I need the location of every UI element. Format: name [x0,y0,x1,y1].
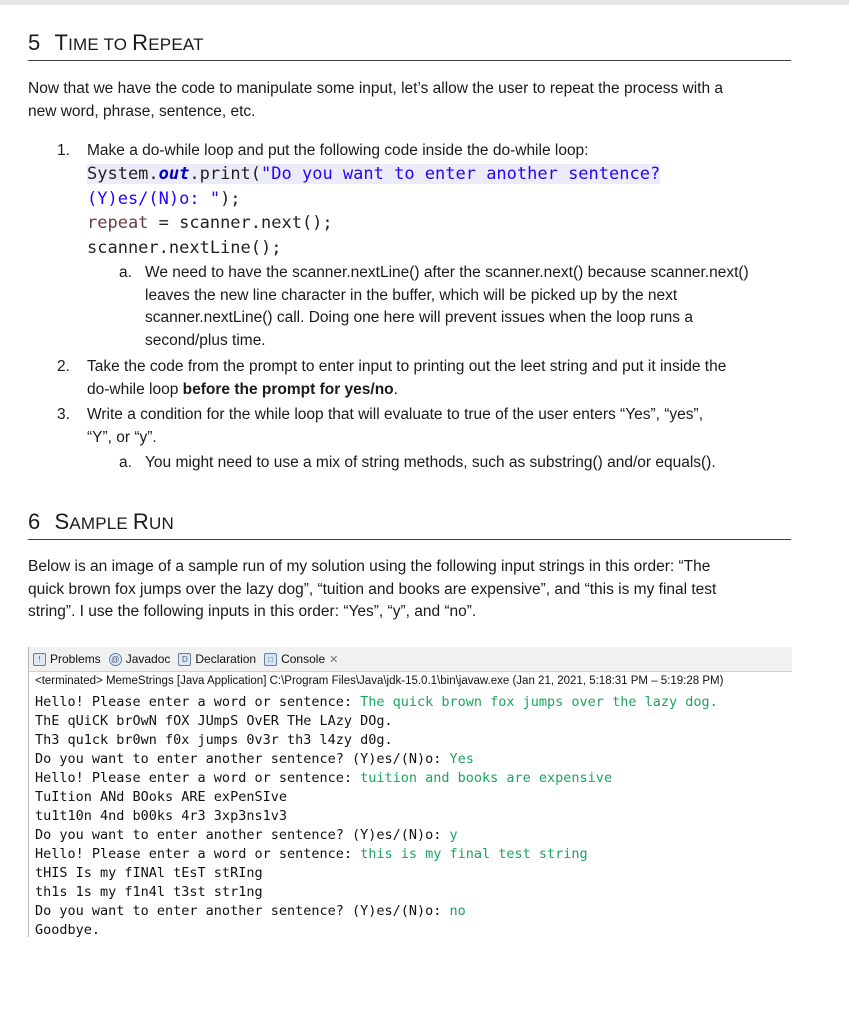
console-line [35,769,792,788]
code-line: (Y)es/(N)o: "); [87,188,241,209]
console-icon: □ [264,653,277,666]
code-line: scanner.nextLine(); [87,237,282,258]
console-line [35,788,792,807]
console-screenshot [28,647,792,937]
console-line [35,883,792,902]
tab-declaration[interactable]: D Declaration [178,652,256,666]
console-line [35,921,792,940]
console-output-text: Do you want to enter another sentence? (Y)es/(N)o: [35,827,450,843]
sub-list-letter: a. [119,264,132,281]
tab-console[interactable]: □ Console ✕ [264,652,338,666]
console-line [35,750,792,769]
console-output [29,691,792,940]
console-line [35,845,792,864]
console-user-input: Yes [449,751,474,767]
code-block [87,162,660,260]
code-line: System.out.print("Do you want to enter another sentence? [87,164,661,184]
console-line [35,693,792,712]
console-line [35,731,792,750]
console-output-text: Hello! Please enter a word or sentence: [35,770,361,786]
list-number: 2. [57,358,70,375]
section-6-heading: 6 SAMPLE RUN [28,509,791,540]
sub-list-text: We need to have the scanner.nextLine() after the scanner.next() because scanner.next() leaves the new line character in the buffer, which will be picked up by the next scanner.nextLine() call. Doing one here will prevent issues when the loop runs a second/plus time. [145,264,749,349]
javadoc-icon: @ [109,653,122,666]
console-line [35,864,792,883]
console-status: <terminated> MemeStrings [Java Application] C:\Program Files\Java\jdk-15.0.1\bin\javaw.exe (Jan 21, 2021, 5:18:31 PM – 5:19:28 PM) [29,672,792,691]
tab-javadoc[interactable]: @ Javadoc [109,652,171,666]
list-number: 1. [57,142,70,159]
console-user-input: no [449,903,466,919]
sub-list-letter: a. [119,454,132,471]
console-output-text: Do you want to enter another sentence? (Y)es/(N)o: [35,903,450,919]
console-line [35,712,792,731]
console-line [35,807,792,826]
list-number: 3. [57,406,70,423]
list-item-text: Write a condition for the while loop that will evaluate to true of the user enters “Yes”, “yes”, “Y”, or “y”. [87,406,704,446]
console-output-text: Goodbye. [35,922,101,938]
section-5-heading: 5 TIME TO REPEAT [28,30,791,61]
list-item-text: Take the code from the prompt to enter input to printing out the leet string and put it inside the do-while loop before the prompt for yes/no. [87,358,727,398]
declaration-icon: D [178,653,191,666]
sub-list-text: You might need to use a mix of string methods, such as substring() and/or equals(). [145,454,716,471]
console-output-text: ThE qUiCK brOwN fOX JUmpS OvER THe LAzy DOg. [35,713,393,729]
console-user-input: y [449,827,458,843]
tab-problems[interactable]: ! Problems [33,652,101,666]
console-user-input: The quick brown fox jumps over the lazy dog. [360,694,718,710]
console-tab-bar [29,647,792,672]
console-output-text: TuItion ANd BOoks ARE exPenSIve [35,789,287,805]
code-line: repeat = scanner.next(); [87,213,333,233]
section-6-intro: Below is an image of a sample run of my solution using the following input strings in this order: “The quick brown fox jumps over the lazy dog”, “tuition and books are expensive”, and “this is my final test string”. I use the following inputs in this order: “Yes”, “y”, and “no”. [28,558,717,620]
console-output-text: tHIS Is my fINAl tEsT stRIng [35,865,263,881]
section-5-intro: Now that we have the code to manipulate some input, let’s allow the user to repeat the process with a new word, phrase, sentence, etc. [28,80,724,120]
console-output-text: Hello! Please enter a word or sentence: [35,846,361,862]
console-output-text: Th3 qu1ck br0wn f0x jumps 0v3r th3 l4zy d0g. [35,732,393,748]
console-user-input: tuition and books are expensive [360,770,613,786]
close-icon[interactable]: ✕ [329,653,339,666]
list-item-text: Make a do-while loop and put the following code inside the do-while loop: [87,142,589,159]
top-bar [0,0,849,5]
console-output-text: th1s 1s my f1n4l t3st str1ng [35,884,263,900]
section-number: 6 [28,509,41,534]
console-output-text: Do you want to enter another sentence? (Y)es/(N)o: [35,751,450,767]
console-output-text: Hello! Please enter a word or sentence: [35,694,361,710]
problems-icon: ! [33,653,46,666]
console-output-text: tu1t10n 4nd b00ks 4r3 3xp3ns1v3 [35,808,287,824]
console-user-input: this is my final test string [360,846,588,862]
console-line [35,902,792,921]
console-line [35,826,792,845]
section-number: 5 [28,30,41,55]
